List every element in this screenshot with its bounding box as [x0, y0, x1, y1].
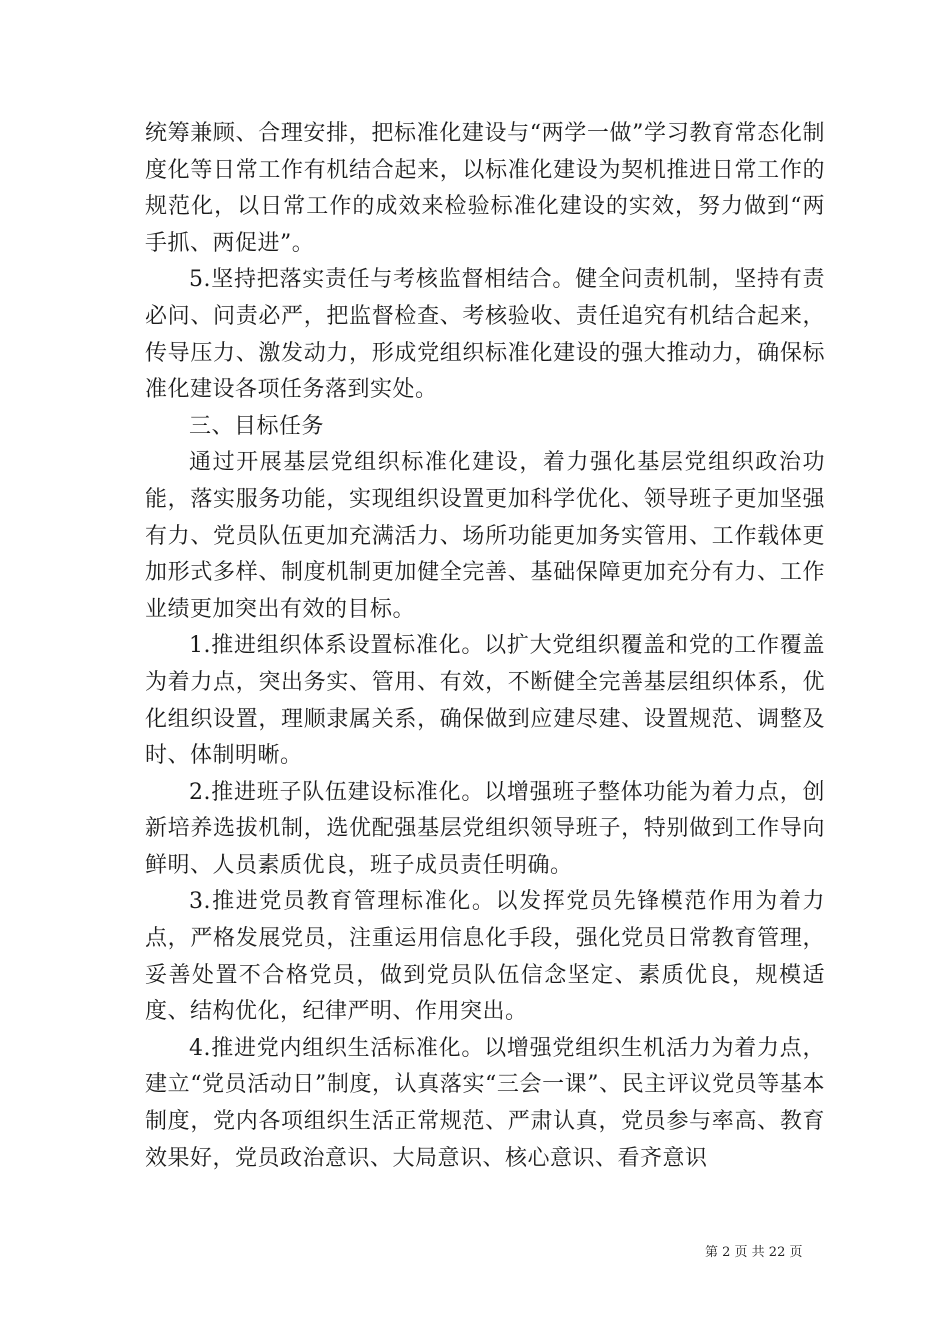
paragraph-item-1: 1.推进组织体系设置标准化。以扩大党组织覆盖和党的工作覆盖为着力点，突出务实、管用、有效，不断健全完善基层组织体系，优化组织设置，理顺隶属关系，确保做到应建尽建、设置规范、调整及时、体制明晰。 [145, 633, 825, 769]
document-body [145, 116, 825, 1177]
paragraph-continued: 统筹兼顾、合理安排，把标准化建设与“两学一做”学习教育常态化制度化等日常工作有机结合起来，以标准化建设为契机推进日常工作的规范化，以日常工作的成效来检验标准化建设的实效，努力做到“两手抓、两促进”。 [145, 121, 825, 256]
paragraph-item-3: 3.推进党员教育管理标准化。以发挥党员先锋模范作用为着力点，严格发展党员，注重运用信息化手段，强化党员日常教育管理，妥善处置不合格党员，做到党员队伍信念坚定、素质优良，规模适度、结构优化，纪律严明、作用突出。 [145, 889, 825, 1025]
paragraph-item-2: 2.推进班子队伍建设标准化。以增强班子整体功能为着力点，创新培养选拔机制，选优配强基层党组织领导班子，特别做到工作导向鲜明、人员素质优良，班子成员责任明确。 [145, 779, 825, 878]
paragraph-item-5: 5.坚持把落实责任与考核监督相结合。健全问责机制，坚持有责必问、问责必严，把监督检查、考核验收、责任追究有机结合起来，传导压力、激发动力，形成党组织标准化建设的强大推动力，确保标准化建设各项任务落到实处。 [145, 267, 825, 403]
page-number: 第 2 页 共 22 页 [705, 1245, 803, 1260]
paragraph-item-4: 4.推进党内组织生活标准化。以增强党组织生机活力为着力点，建立“党员活动日”制度，认真落实“三会一课”、民主评议党员等基本制度，党内各项组织生活正常规范、严肃认真，党员参与率高、教育效果好，党员政治意识、大局意识、核心意识、看齐意识 [145, 1035, 825, 1171]
section-heading-targets: 三、目标任务 [189, 413, 325, 439]
paragraph-intro: 通过开展基层党组织标准化建设，着力强化基层党组织政治功能，落实服务功能，实现组织设置更加科学优化、领导班子更加坚强有力、党员队伍更加充满活力、场所功能更加务实管用、工作载体更加形式多样、制度机制更加健全完善、基础保障更加充分有力、工作业绩更加突出有效的目标。 [145, 450, 825, 622]
